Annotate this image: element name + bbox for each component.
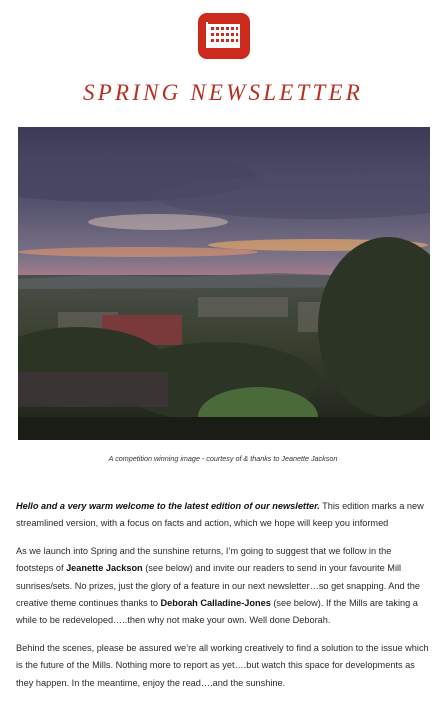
spring-text-c: (see below). If the Mills are taking a while to be redeveloped…..then why not make your own. Well done Deborah. [16, 598, 418, 626]
newsletter-title: SPRING NEWSLETTER [83, 80, 363, 105]
spring-text-b: (see below) and invite our readers to send in your favourite Mill sunrises/sets. No prizes, just the glory of a feature in our next newsletter…so get snapping. And the creative theme continues thanks to [16, 563, 420, 609]
scenes-paragraph: Behind the scenes, please be assured we’re all working creatively to find a solution to the issue which is the future of the Mills. Nothing more to report as yet….but watch this space for developments as they happen. In the meantime, enjoy the read….and the sunshine. [16, 642, 429, 688]
mills-logo [198, 13, 250, 59]
photo-caption: A competition winning image - courtesy of & thanks to Jeanette Jackson [108, 454, 338, 463]
sunset-landscape-photo [18, 127, 430, 440]
name-jeanette: Jeanette Jackson [66, 563, 143, 574]
intro-paragraph [16, 498, 431, 533]
mills-building-icon [198, 13, 250, 59]
spring-text-a: As we launch into Spring and the sunshine returns, I’m going to suggest that we follow in the footsteps of [16, 545, 392, 574]
newsletter-body [16, 498, 431, 702]
name-deborah: Deborah Calladine-Jones [160, 598, 271, 609]
intro-greeting: Hello and a very warm welcome to the latest edition of our newsletter. [16, 501, 320, 511]
intro-text: This edition marks a new streamlined version, with a focus on facts and action, which we hope will keep you informed [16, 501, 424, 529]
spring-paragraph [16, 543, 431, 630]
